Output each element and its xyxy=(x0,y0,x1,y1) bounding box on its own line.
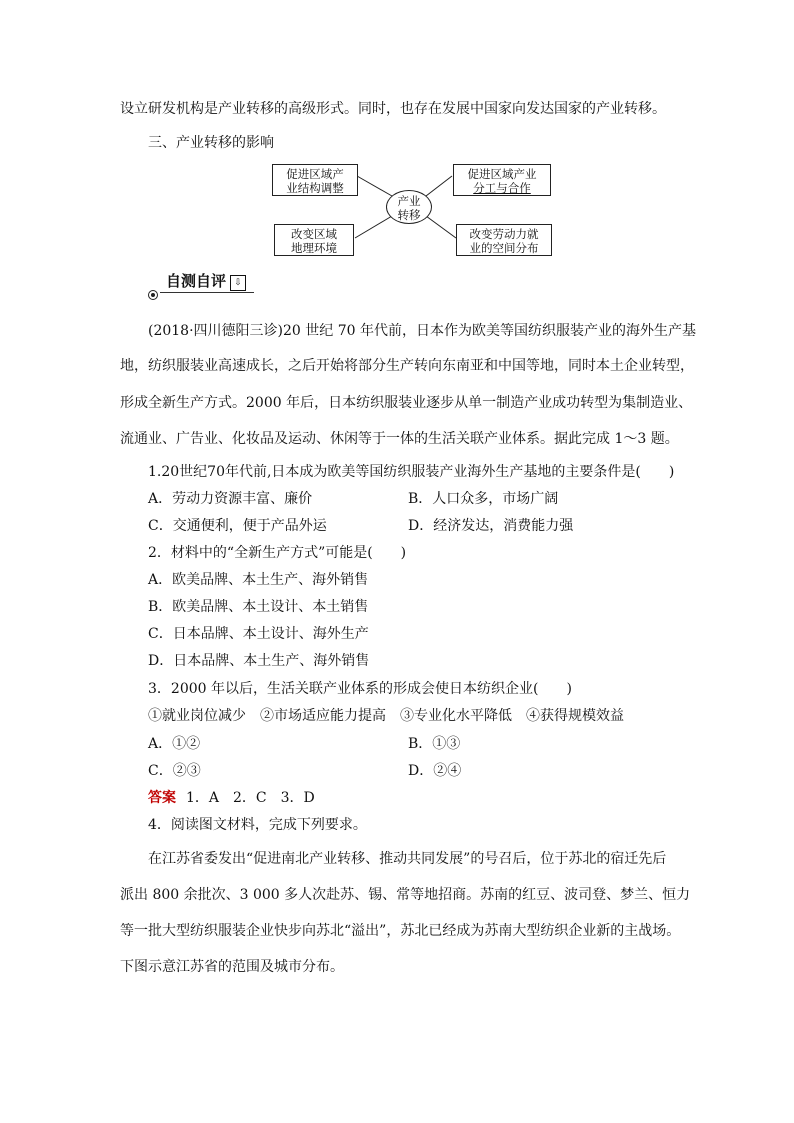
q3-option-b: B．①③ xyxy=(408,736,461,752)
q3-option-c: C．②③ xyxy=(148,763,201,779)
q3-stem: 3．2000 年以后，生活关联产业体系的形成会使日本纺织企业( ) xyxy=(148,681,572,697)
answer-line xyxy=(148,789,315,807)
self-test-rule xyxy=(160,292,254,293)
q2-stem: 2．材料中的“全新生产方式”可能是( ) xyxy=(148,545,407,561)
bullseye-icon xyxy=(148,290,158,300)
effect-box-environment-line1: 改变区域 xyxy=(291,227,337,241)
q4-passage-line-3: 等一批大型纺织服装企业快步向苏北“溢出”，苏北已经成为苏南大型纺织企业新的主战场。 xyxy=(120,923,681,939)
intro-line: 设立研发机构是产业转移的高级形式。同时，也存在发展中国家向发达国家的产业转移。 xyxy=(120,101,666,117)
q4-stem: 4．阅读图文材料，完成下列要求。 xyxy=(148,817,367,833)
center-node xyxy=(386,190,432,224)
passage-line-3: 形成全新生产方式。2000 年后，日本纺织服装业逐步从单一制造产业成功转型为集制造业、 xyxy=(120,395,693,411)
q1-option-b: B．人口众多，市场广阔 xyxy=(408,491,559,507)
self-test-title: 自测自评 xyxy=(166,272,227,290)
effect-box-labor-line2: 业的空间分布 xyxy=(469,241,539,255)
effect-box-division-line2: 分工与合作 xyxy=(473,181,531,195)
center-node-line1: 产业 xyxy=(397,194,421,208)
effect-box-labor-line1: 改变劳动力就 xyxy=(469,227,539,241)
effect-box-environment xyxy=(274,224,354,256)
q3-statements: ①就业岗位减少 ②市场适应能力提高 ③专业化水平降低 ④获得规模效益 xyxy=(148,708,624,724)
passage-line-4: 流通业、广告业、化妆品及运动、休闲等于一体的生活关联产业体系。据此完成 1～3 题。 xyxy=(120,431,679,447)
answer-label: 答案 xyxy=(148,790,176,806)
passage-line-1: (2018·四川德阳三诊)20 世纪 70 年代前，日本作为欧美等国纺织服装产业的海外生产基 xyxy=(148,323,696,339)
effect-box-structure xyxy=(272,164,358,196)
effect-box-division xyxy=(453,164,551,196)
passage-line-2: 地，纺织服装业高速成长，之后开始将部分生产转向东南亚和中国等地，同时本土企业转型， xyxy=(120,358,694,374)
section-heading: 三、产业转移的影响 xyxy=(148,135,274,151)
effect-box-division-line1: 促进区域产业 xyxy=(467,167,537,181)
effect-box-labor xyxy=(456,224,552,256)
diagram-connectors xyxy=(0,0,794,300)
q3-option-a: A．①② xyxy=(148,736,201,752)
q3-option-d: D．②④ xyxy=(408,763,462,779)
q1-stem: 1.20世纪70年代前,日本成为欧美等国纺织服装产业海外生产基地的主要条件是( ) xyxy=(148,464,675,480)
download-icon: ⇩ xyxy=(230,275,246,291)
q1-option-d: D．经济发达，消费能力强 xyxy=(408,518,574,534)
self-test-header xyxy=(148,270,246,291)
q1-option-c: C．交通便利，便于产品外运 xyxy=(148,518,327,534)
q1-option-a: A．劳动力资源丰富、廉价 xyxy=(148,491,313,507)
answer-text: 1．A 2．C 3．D xyxy=(186,790,315,806)
q4-passage-line-2: 派出 800 余批次、3 000 多人次赴苏、锡、常等地招商。苏南的红豆、波司登、梦兰、恒力 xyxy=(120,887,691,903)
center-node-line2: 转移 xyxy=(397,208,421,222)
q4-passage-line-4: 下图示意江苏省的范围及城市分布。 xyxy=(120,959,344,975)
q2-option-d: D．日本品牌、本土生产、海外销售 xyxy=(148,653,370,669)
effect-box-structure-line1: 促进区域产 xyxy=(286,167,344,181)
q4-passage-line-1: 在江苏省委发出“促进南北产业转移、推动共同发展”的号召后，位于苏北的宿迁先后 xyxy=(148,851,667,867)
effect-box-environment-line2: 地理环境 xyxy=(291,241,337,255)
effect-box-structure-line2: 业结构调整 xyxy=(286,181,344,195)
q2-option-a: A．欧美品牌、本土生产、海外销售 xyxy=(148,572,369,588)
q2-option-b: B．欧美品牌、本土设计、本土销售 xyxy=(148,599,369,615)
q2-option-c: C．日本品牌、本土设计、海外生产 xyxy=(148,626,369,642)
